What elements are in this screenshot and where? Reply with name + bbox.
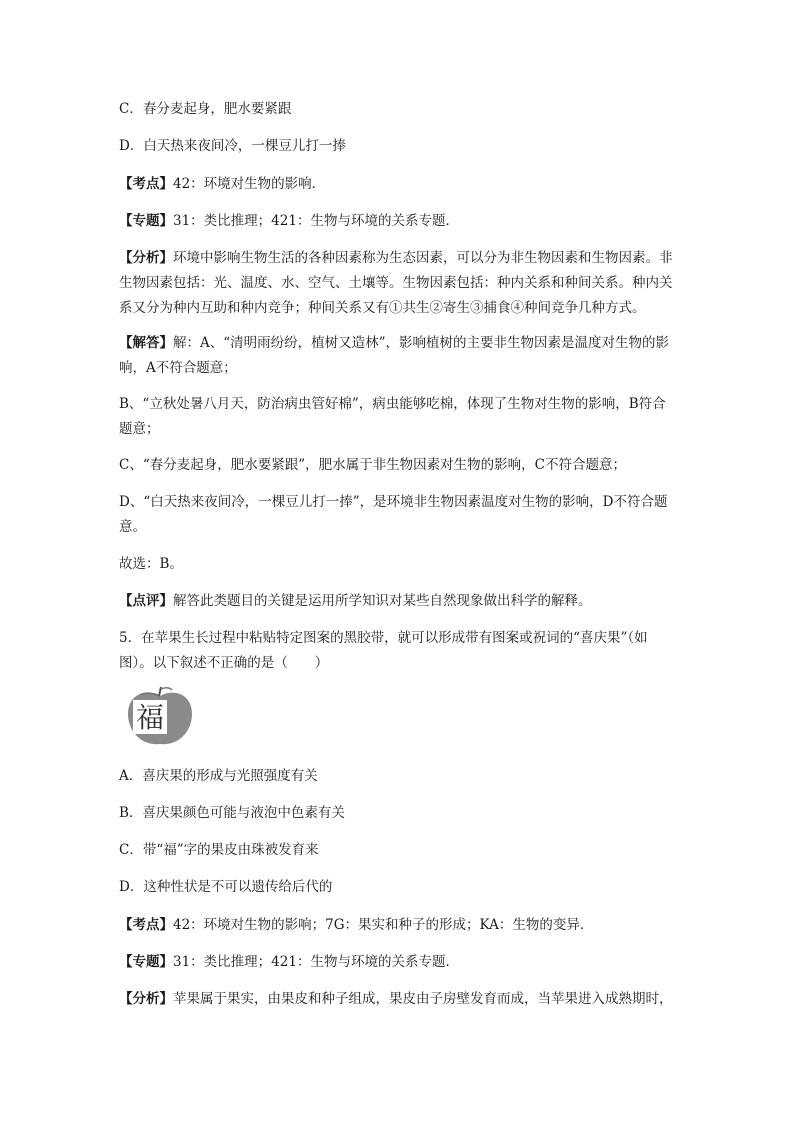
dianping-text: 解答此类题目的关键是运用所学知识对某些自然现象做出科学的解释。	[173, 593, 592, 609]
jieda-tag: 【解答】	[119, 335, 173, 351]
q5-kaodian	[119, 912, 593, 938]
q5-option-b: B．喜庆果颜色可能与液泡中色素有关	[119, 805, 345, 821]
q5-zhuanti-tag: 【专题】	[119, 954, 173, 970]
q5-stem: 5．在苹果生长过程中粘贴特定图案的黑胶带，就可以形成带有图案或祝词的“喜庆果”（如图）。以下叙述不正确的是（ ）	[119, 630, 648, 671]
apple-icon	[124, 686, 196, 748]
q5-fenxi-tag: 【分析】	[119, 991, 173, 1007]
q4-kaodian	[119, 171, 325, 197]
fu-character: 福	[135, 701, 165, 734]
q4-answer: 故选：B。	[119, 556, 183, 572]
q4-jieda	[119, 331, 679, 381]
jieda-text-a: 解：A、“清明雨纷纷，植树又造林”，影响植树的主要非生物因素是温度对生物的影响，A不符合题意；	[119, 335, 670, 376]
lucky-apple-figure	[124, 686, 196, 748]
zhuanti-tag: 【专题】	[119, 213, 173, 229]
q4-zhuanti	[119, 208, 459, 234]
q5-kaodian-text: 42：环境对生物的影响；7G：果实和种子的形成；KA：生物的变异．	[173, 917, 594, 933]
q4-jieda-c: C、“春分麦起身，肥水要紧跟”，肥水属于非生物因素对生物的影响，C不符合题意；	[119, 457, 626, 473]
q5-option-a: A．喜庆果的形成与光照强度有关	[119, 768, 318, 784]
q4-dianping	[119, 588, 592, 614]
q4-jieda-d: D、“白天热来夜间冷，一棵豆儿打一捧”，是环境非生物因素温度对生物的影响，D不符合题意。	[119, 494, 668, 535]
q4-jieda-b: B、“立秋处暑八月天，防治病虫管好棉”，病虫能够吃棉，体现了生物对生物的影响，B符合题意；	[119, 396, 666, 437]
q5-kaodian-tag: 【考点】	[119, 917, 173, 933]
q4-fenxi	[119, 246, 679, 321]
q4-option-c: C．春分麦起身，肥水要紧跟	[119, 101, 292, 117]
kaodian-text: 42：环境对生物的影响．	[173, 176, 326, 192]
kaodian-tag: 【考点】	[119, 176, 173, 192]
q5-fenxi	[119, 986, 673, 1012]
q5-option-c: C．带“福”字的果皮由珠被发育来	[119, 842, 319, 858]
q5-zhuanti-text: 31：类比推理；421：生物与环境的关系专题．	[173, 954, 459, 970]
dianping-tag: 【点评】	[119, 593, 173, 609]
q5-fenxi-text: 苹果属于果实，由果皮和种子组成，果皮由子房壁发育而成，当苹果进入成熟期时，	[173, 991, 673, 1007]
q5-zhuanti	[119, 949, 459, 975]
fenxi-text: 环境中影响生物生活的各种因素称为生态因素，可以分为非生物因素和生物因素。非生物因素包括：光、温度、水、空气、土壤等。生物因素包括：种内关系和种间关系。种内关系又分为种内互助和种内竞争；种间关系又有①共生②寄生③捕食④种间竞争几种方式。	[119, 250, 673, 316]
zhuanti-text: 31：类比推理；421：生物与环境的关系专题．	[173, 213, 459, 229]
q5-option-d: D．这种性状是不可以遗传给后代的	[119, 879, 333, 895]
q4-option-d: D．白天热来夜间冷，一棵豆儿打一捧	[119, 138, 346, 154]
fenxi-tag: 【分析】	[119, 250, 173, 266]
